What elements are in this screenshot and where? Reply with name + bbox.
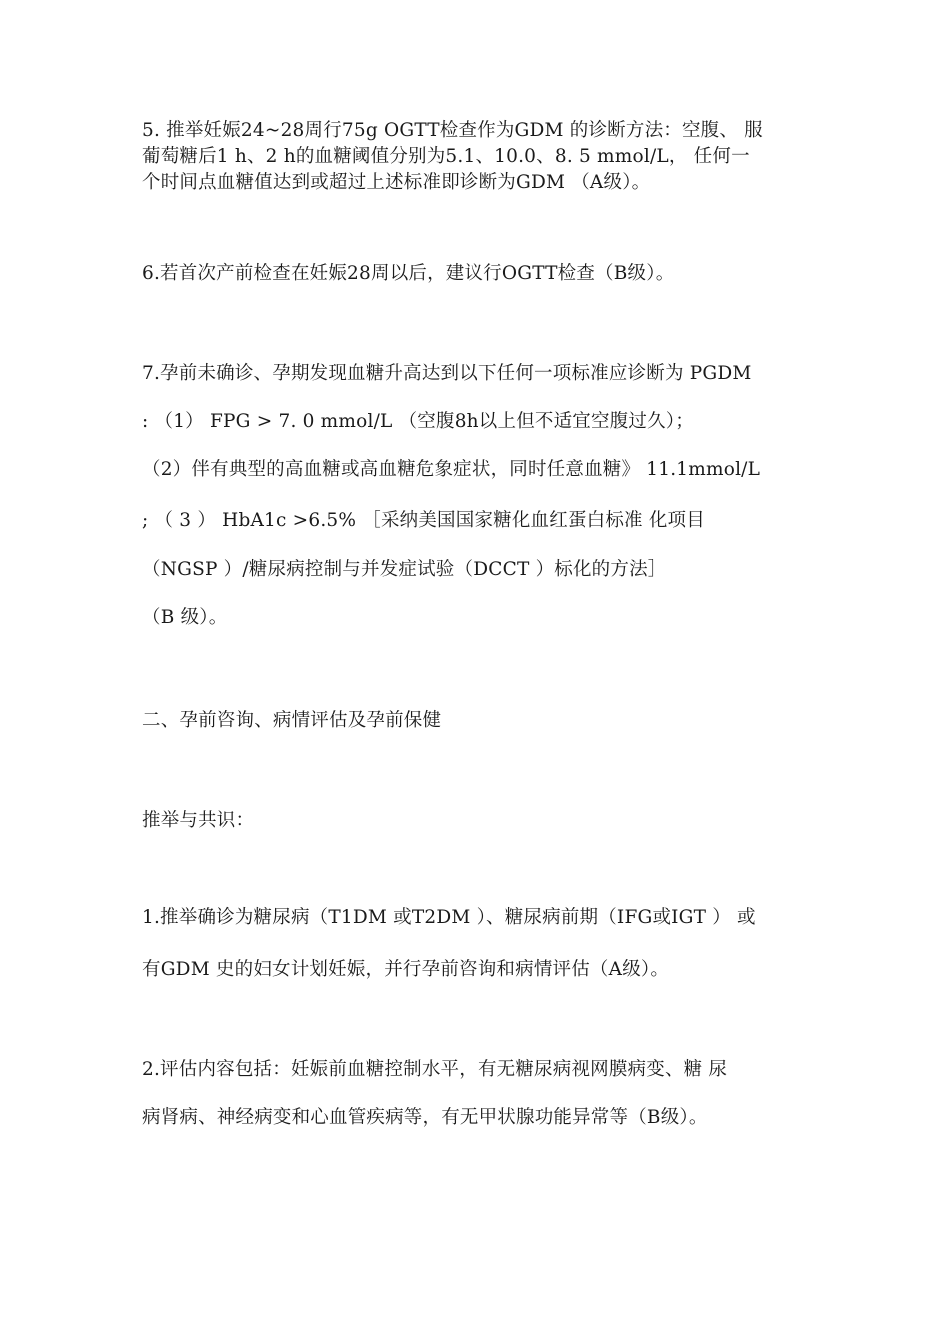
rec1-line-2: 有GDM 史的妇女计划妊娠，并行孕前咨询和病情评估（A级）。 bbox=[142, 959, 670, 980]
item7-line-1: 7.孕前未确诊、孕期发现血糖升高达到以下任何一项标准应诊断为 PGDM bbox=[142, 363, 752, 384]
rec2-line-1: 2.评估内容包括：妊娠前血糖控制水平，有无糖尿病视网膜病变、糖 尿 bbox=[142, 1059, 728, 1080]
item5-line-1: 5. 推举妊娠24~28周行75g OGTT检查作为GDM 的诊断方法：空腹、 服 bbox=[142, 120, 763, 141]
item7-line-5: （NGSP ）/糖尿病控制与并发症试验（DCCT ）标化的方法］ bbox=[142, 559, 667, 580]
item7-line-6: （B 级）。 bbox=[142, 607, 228, 628]
item5-line-2: 葡萄糖后1 h、2 h的血糖阈值分别为5.1、10.0、8. 5 mmol/L， 任何一 bbox=[142, 146, 750, 167]
item5-line-3: 个时间点血糖值达到或超过上述标准即诊断为GDM （A级）。 bbox=[142, 172, 651, 193]
rec1-line-1: 1.推举确诊为糖尿病（T1DM 或T2DM ）、糖尿病前期（IFG或IGT ） 或 bbox=[142, 907, 756, 928]
item6-line-1: 6.若首次产前检查在妊娠28周以后，建议行OGTT检查（B级）。 bbox=[142, 263, 675, 284]
rec2-line-2: 病肾病、神经病变和心血管疾病等，有无甲状腺功能异常等（B级）。 bbox=[142, 1107, 708, 1128]
item7-line-3: （2）伴有典型的高血糖或高血糖危象症状，同时任意血糖》 11.1mmol/L bbox=[142, 459, 761, 480]
recommend-heading: 推举与共识： bbox=[142, 810, 255, 831]
item7-line-2: : （1） FPG > 7. 0 mmol/L （空腹8h以上但不适宜空腹过久）； bbox=[142, 411, 694, 432]
item7-line-4: ; （ 3 ） HbA1c >6.5% ［采纳美国国家糖化血红蛋白标准 化项目 bbox=[142, 510, 705, 531]
section-heading: 二、孕前咨询、病情评估及孕前保健 bbox=[142, 710, 442, 731]
